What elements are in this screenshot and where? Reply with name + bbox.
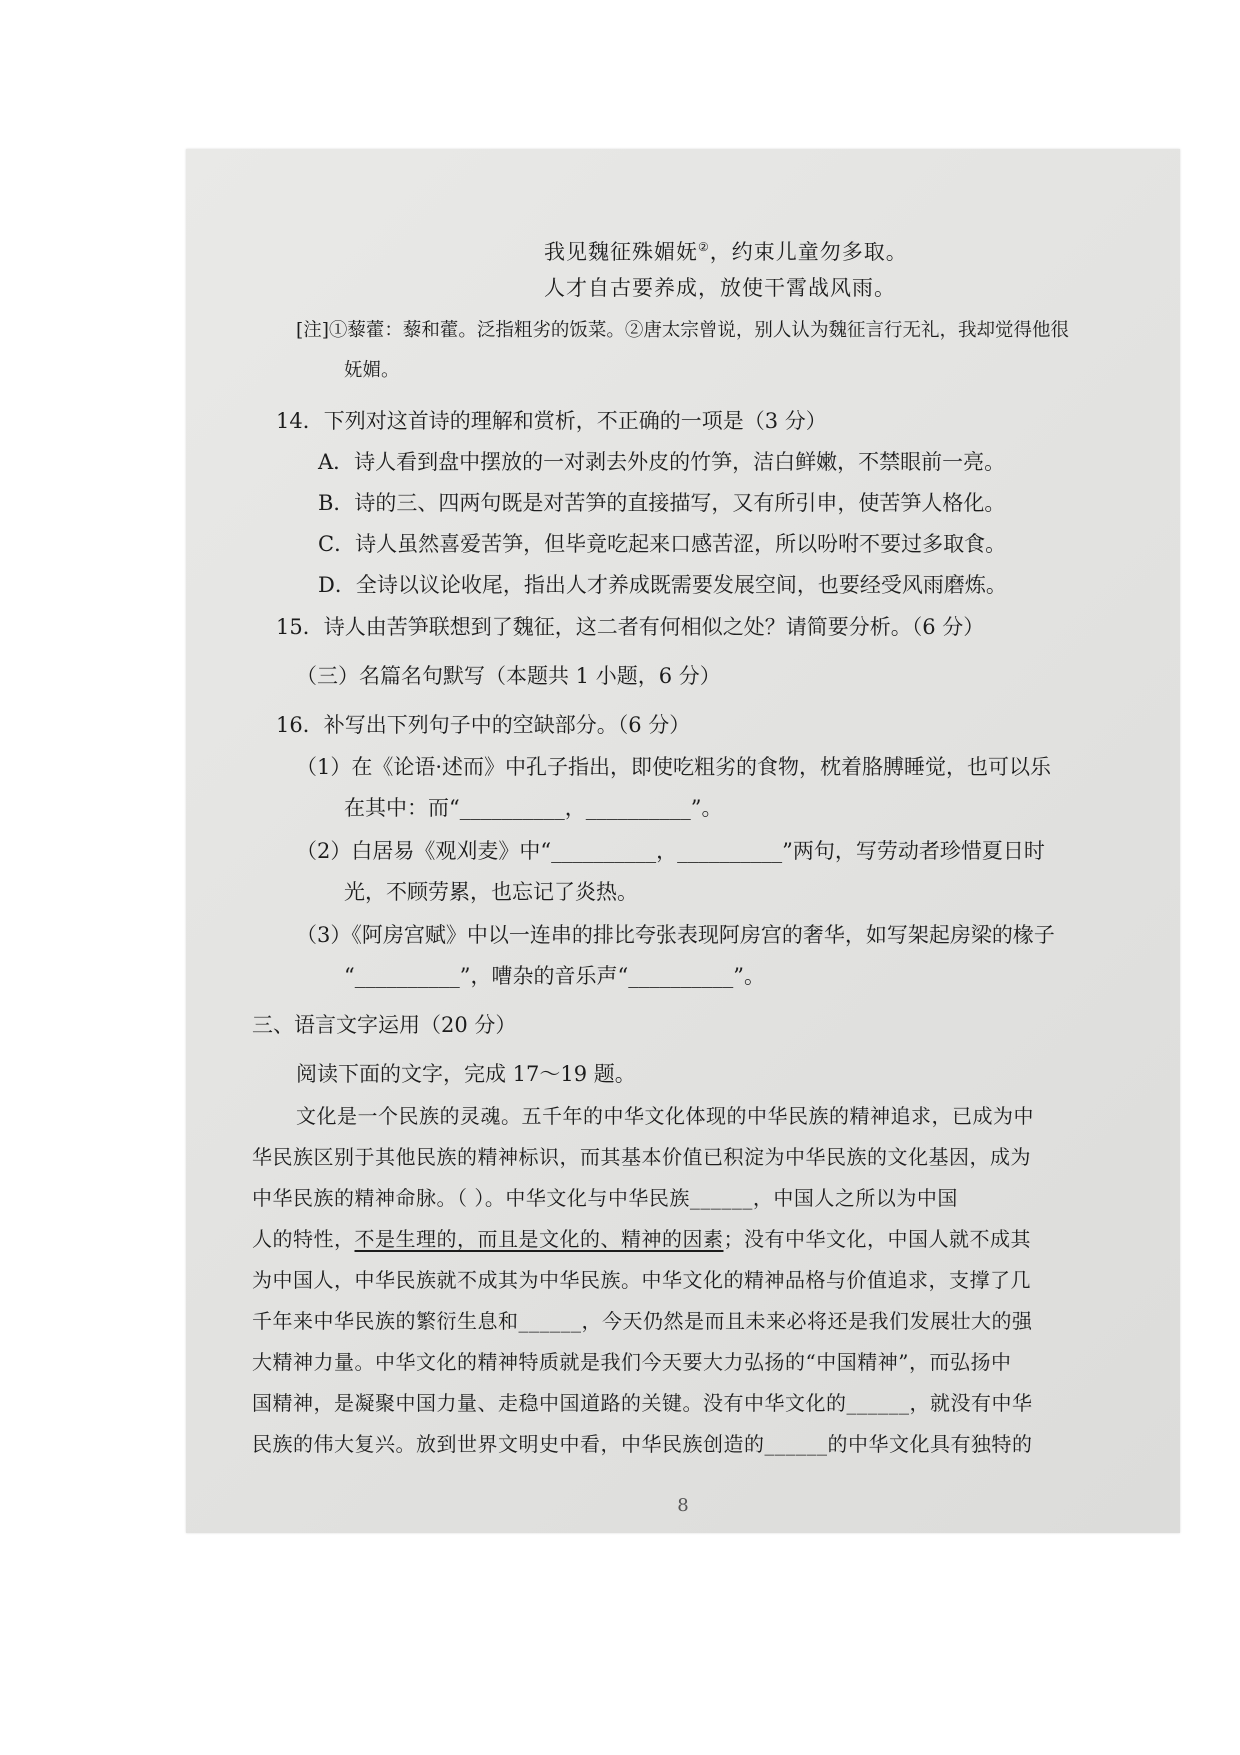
question-14-option-a: A．诗人看到盘中摆放的一对剥去外皮的竹笋，洁白鲜嫩，不禁眼前一亮。 [318,450,1006,474]
question-16-item-2-line-2: 光，不顾劳累，也忘记了炎热。 [344,880,638,904]
passage-line-9: 民族的伟大复兴。放到世界文明史中看，中华民族创造的______的中华文化具有独特的 [252,1432,1033,1456]
question-16-item-1-line-2: 在其中：而“__________，__________”。 [344,796,723,820]
section-3-heading: 三、语言文字运用（20 分） [252,1013,517,1037]
question-16-item-3-line-2: “__________”，嘈杂的音乐声“__________”。 [344,964,765,988]
page-number: 8 [677,1495,689,1516]
passage-line-7: 大精神力量。中华文化的精神特质就是我们今天要大力弘扬的“中国精神”，而弘扬中 [252,1350,1012,1374]
passage-line-6: 千年来中华民族的繁衍生息和______，今天仍然是而且未来必将还是我们发展壮大的强 [252,1309,1033,1333]
exam-page [186,149,1180,1533]
section-famous-lines-heading: （三）名篇名句默写（本题共 1 小题，6 分） [296,664,721,688]
question-16-item-3-line-1: （3）《阿房宫赋》中以一连串的排比夸张表现阿房宫的奢华，如写架起房梁的椽子 [296,923,1055,947]
poem-line-2: 人才自古要养成，放使干霄战风雨。 [544,276,896,300]
reading-instruction: 阅读下面的文字，完成 17～19 题。 [296,1062,636,1086]
passage-line-5: 为中国人，中华民族就不成其为中华民族。中华文化的精神品格与价值追求，支撑了几 [252,1268,1031,1292]
question-16-stem: 16．补写出下列句子中的空缺部分。（6 分） [276,713,691,737]
question-16-item-2-line-1: （2）白居易《观刈麦》中“__________，__________”两句，写劳动者珍惜夏日时 [296,839,1045,863]
passage-line-8: 国精神，是凝聚中国力量、走稳中国道路的关键。没有中华文化的______，就没有中华 [252,1391,1033,1415]
underlined-phrase: 不是生理的，而且是文化的、精神的因素 [354,1227,724,1251]
annotation-line-1: [注]①藜藿：藜和藿。泛指粗劣的饭菜。②唐太宗曾说，别人认为魏征言行无礼，我却觉得他很 [296,320,1069,341]
question-14-stem: 14．下列对这首诗的理解和赏析，不正确的一项是（3 分） [276,409,827,433]
question-15: 15．诗人由苦笋联想到了魏征，这二者有何相似之处？请简要分析。（6 分） [276,615,985,639]
question-16-item-1-line-1: （1）在《论语·述而》中孔子指出，即使吃粗劣的食物，枕着胳膊睡觉，也可以乐 [296,755,1052,779]
question-14-option-b: B．诗的三、四两句既是对苦笋的直接描写，又有所引申，使苦笋人格化。 [318,491,1006,515]
passage-line-4: 人的特性，不是生理的，而且是文化的、精神的因素；没有中华文化，中国人就不成其 [252,1227,1031,1251]
passage-line-2: 华民族区别于其他民族的精神标识，而其基本价值已积淀为中华民族的文化基因，成为 [252,1145,1031,1169]
passage-line-1: 文化是一个民族的灵魂。五千年的中华文化体现的中华民族的精神追求，已成为中 [296,1104,1034,1128]
annotation-line-2: 妩媚。 [344,360,400,381]
question-14-option-d: D．全诗以议论收尾，指出人才养成既需要发展空间，也要经受风雨磨炼。 [318,573,1007,597]
passage-line-3: 中华民族的精神命脉。（ ）。中华文化与中华民族______，中国人之所以为中国 [252,1186,958,1210]
question-14-option-c: C．诗人虽然喜爱苦笋，但毕竟吃起来口感苦涩，所以吩咐不要过多取食。 [318,532,1007,556]
poem-line-1: 我见魏征殊媚妩②，约束儿童勿多取。 [544,240,908,264]
